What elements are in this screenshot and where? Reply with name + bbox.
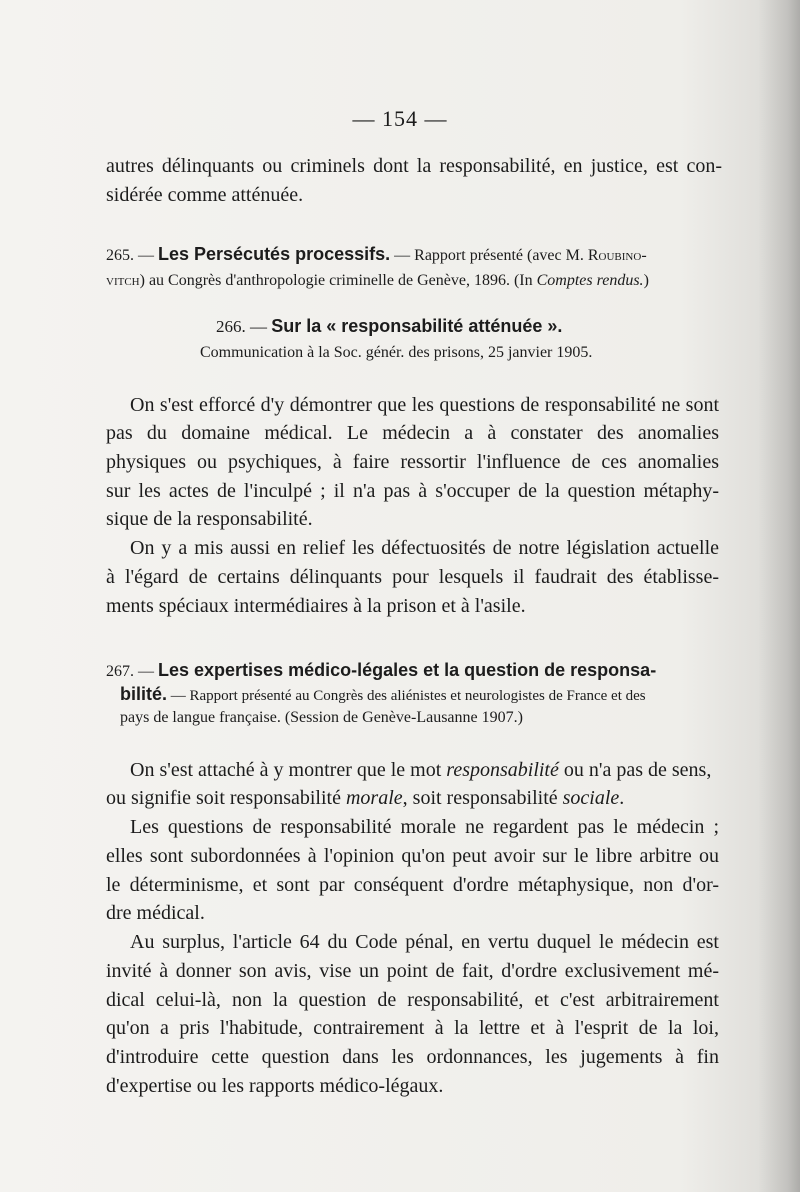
entry-265-line-1: 265. — Les Persécutés processifs. — Rapport présenté (avec M. Roubino- [106,244,647,264]
entry-266-number: 266. — [216,317,272,336]
entry-267-para1-b: responsabilité [446,759,559,781]
entry-267-title-line-1: Les expertises médico-légales et la question de responsa- [158,660,657,680]
entry-266-para2-line-1: On y a mis aussi en relief les défectuosités de notre législation actuelle [130,537,719,559]
entry-265-coauthor-part2: vitch [106,272,140,289]
entry-267-para1-e: morale [345,787,403,809]
entry-267-para1-line-1 [130,758,719,782]
entry-267-line-1 [106,658,719,684]
entry-265-source: Comptes rendus. [536,272,644,289]
entry-267-para2-line-3: le déterminisme, et sont par conséquent d'ordre métaphysique, non d'or- [106,874,719,896]
entry-266-para1-line-3: physiques ou psychiques, à faire ressortir l'influence de ces anomalies [106,451,719,473]
entry-266-para2-line-3: ments spéciaux intermédiaires à la prison et à l'asile. [106,595,526,617]
entry-267-para3-line-2: invité à donner son avis, vise un point de fait, d'ordre exclusivement mé- [106,960,719,982]
entry-265-line-2 [106,269,649,293]
intro-line-2: sidérée comme atténuée. [106,184,304,206]
page-number: — 154 — [352,106,448,131]
entry-267-para2-line-1: Les questions de responsabilité morale ne regardent pas le médecin ; [130,816,719,838]
entry-267-para2-line-4: dre médical. [106,902,205,924]
entry-267-line-2 [120,682,719,708]
entry-267-line-3: pays de langue française. (Session de Genève-Lausanne 1907.) [120,709,523,726]
entry-267-para2-line-2: elles sont subordonnées à l'opinion qu'on peut avoir sur le libre arbitre ou [106,845,719,867]
entry-267-para1-c: ou n'a pas de sens, [558,759,712,781]
intro-line-1: autres délinquants ou criminels dont la responsabilité, en justice, est con- [106,155,722,177]
entry-265-line2-end: ) [643,272,649,289]
entry-266-subtitle: Communication à la Soc. génér. des prisons, 25 janvier 1905. [200,344,593,361]
entry-267-para3-line-4: qu'on a pris l'habitude, contrairement à la lettre et à l'esprit de la loi, [106,1017,719,1039]
entry-265-line1-rest: — Rapport présenté (avec M. [390,247,588,264]
entry-267-para1-f: , soit responsabilité [402,787,563,809]
entry-266-title: Sur la « responsabilité atténuée ». [271,316,563,336]
entry-267-title-line-2: bilité. [120,684,168,704]
entry-267-para1-h: . [619,787,625,809]
entry-265-coauthor-part1: Roubino [587,247,642,264]
entry-266-para2-line-2: à l'égard de certains délinquants pour lesquels il faudrait des établisse- [106,566,719,588]
entry-266-para1-line-4: sur les actes de l'inculpé ; il n'a pas à s'occuper de la question métaphy- [106,480,719,502]
entry-267-para1-a: On s'est attaché à y montrer que le mot [130,759,447,781]
entry-265-number: 265. — [106,247,158,264]
entry-267-para1-d: ou signifie soit responsabilité [106,787,346,809]
entry-267-para1-g: sociale [562,787,620,809]
entry-265-title: Les Persécutés processifs. [158,244,391,264]
page-edge-shadow [758,0,800,1192]
entry-267-para1-line-2 [106,786,624,810]
entry-267-para3-line-5: d'introduire cette question dans les ordonnances, les jugements à fin [106,1046,719,1068]
entry-266-heading [216,314,562,339]
entry-266-para1-line-5: sique de la responsabilité. [106,508,313,530]
entry-267-number: 267. — [106,663,158,680]
entry-265-line2-rest: ) au Congrès d'anthropologie criminelle de Genève, 1896. (In [139,272,537,289]
entry-266-para1-line-2: pas du domaine médical. Le médecin a à constater des anomalies [106,422,719,444]
entry-266-para1-line-1: On s'est efforcé d'y démontrer que les questions de responsabilité ne sont [130,394,719,416]
entry-267-para3-line-6: d'expertise ou les rapports médico-légaux. [106,1075,444,1097]
entry-267-para3-line-1: Au surplus, l'article 64 du Code pénal, en vertu duquel le médecin est [130,931,719,953]
entry-267-line2-rest: — Rapport présenté au Congrès des aliénistes et neurologistes de France et des [167,688,646,704]
entry-267-para3-line-3: dical celui-là, non la question de responsabilité, et c'est arbitrairement [106,989,719,1011]
